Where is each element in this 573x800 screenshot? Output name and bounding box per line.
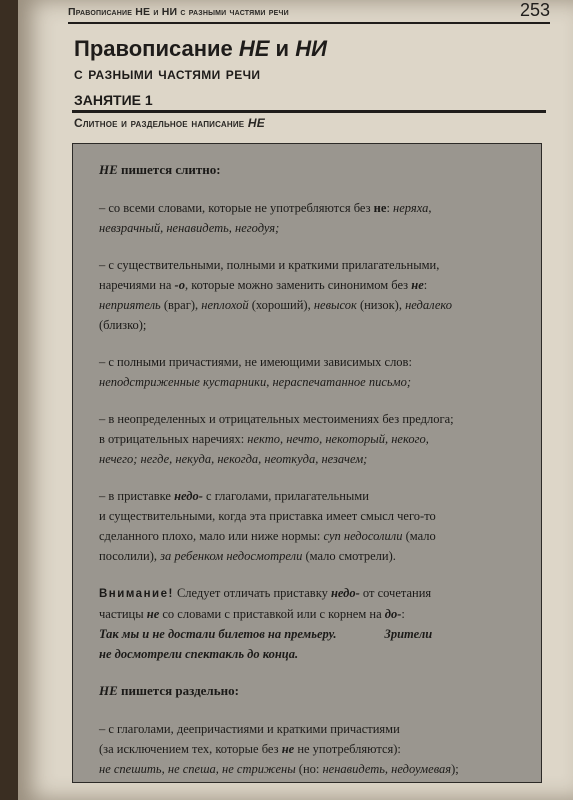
running-header-title: Правописание НЕ и НИ с разными частями речи (68, 6, 289, 18)
warning-line1 (99, 583, 523, 604)
example: неплохой (201, 298, 249, 312)
text: (мало смотрели). (302, 549, 396, 563)
rule-item-4-line1: – в неопределенных и отрицательных местоимениях без предлога; (99, 412, 454, 426)
rule-item-2-line3 (99, 295, 523, 315)
rule-item-6 (99, 719, 523, 779)
title-ne: НЕ (238, 36, 270, 61)
rule-item-4 (99, 409, 523, 469)
warning-line4: не досмотрели спектакль до конца. (99, 647, 299, 661)
example: суп недосолили (323, 529, 403, 543)
rule-item-5-line4 (99, 546, 523, 566)
prefix-nedo: недо- (330, 586, 360, 600)
text: в отрицательных наречиях: (99, 432, 248, 446)
rule-item-2-line2 (99, 275, 523, 295)
warning-label: Внимание! (99, 588, 174, 600)
page-number: 253 (519, 0, 550, 20)
rule-item-1 (99, 198, 523, 238)
prefix-nedo: недо- (174, 489, 203, 503)
text: , которые можно заменить синонимом без (184, 278, 412, 292)
rule-item-2 (99, 255, 523, 335)
text: ); (451, 762, 459, 776)
chapter-title (74, 36, 544, 86)
heading2-rest: пишется раздельно: (117, 683, 239, 698)
heading1-rest: пишется слитно: (117, 162, 221, 177)
example: неприятель (99, 298, 161, 312)
rule-item-6-line2 (99, 739, 523, 759)
text: (но: (295, 762, 323, 776)
text: (за исключением тех, которые без (99, 742, 282, 756)
text: : (401, 607, 405, 621)
lesson-subtitle-text: Слитное и раздельное написание (74, 116, 248, 130)
warning-example-1: Так мы и не достали билетов на премьеру. (99, 627, 337, 641)
title-ni: НИ (295, 36, 327, 61)
example: не спешить, не спеша, не стрижены (99, 762, 296, 776)
rule-item-5-line2: и существительными, когда эта приставка имеет смысл чего-то (99, 509, 436, 523)
warning-example-2-start: Зрители (384, 627, 433, 641)
synonym: (враг), (160, 298, 202, 312)
suffix-o: -о (174, 278, 185, 292)
rule-item-6-line1: – с глаголами, деепричастиями и краткими причастиями (99, 722, 400, 736)
prefix-do: до- (384, 607, 402, 621)
chapter-title-line2: с разными частями речи (74, 64, 261, 83)
text: – в приставке (99, 489, 175, 503)
warning-line2 (99, 604, 523, 624)
rule-item-5 (99, 486, 523, 566)
warning-note (99, 583, 523, 664)
heading1-ne: НЕ (99, 162, 118, 177)
synonym: (низок), (356, 298, 406, 312)
chapter-title-line1 (74, 36, 544, 62)
title-and: и (269, 36, 296, 61)
rule-item-4-line2 (99, 429, 523, 449)
example: ненавидеть, недоумевая (322, 762, 452, 776)
example: некто, нечто, некоторый, некого, (247, 432, 429, 446)
text: со словами с приставкой или с корнем на (159, 607, 385, 621)
example: недалеко (405, 298, 453, 312)
rule-item-5-line1 (99, 486, 523, 506)
example: неряха, (393, 201, 432, 215)
lesson-rule-divider (72, 110, 546, 113)
text: – со всеми словами, которые не употребляются без (99, 201, 374, 215)
rule-item-1-line1 (99, 198, 523, 218)
heading-written-separately (99, 681, 523, 701)
text: сделанного плохо, мало или ниже нормы: (99, 529, 324, 543)
text: не употребляются): (294, 742, 401, 756)
example: за ребенком недосмотрели (160, 549, 303, 563)
text: : (386, 201, 394, 215)
warning-line3 (99, 624, 523, 644)
text: от сочетания (359, 586, 432, 600)
rule-box (72, 143, 542, 783)
lesson-subtitle (74, 116, 265, 130)
bold-ne: не (373, 201, 387, 215)
book-page (18, 0, 573, 800)
lesson-subtitle-ne: НЕ (247, 116, 265, 130)
text: частицы (99, 607, 147, 621)
rule-item-3 (99, 352, 523, 392)
example: невысок (313, 298, 357, 312)
title-prefix: Правописание (74, 36, 239, 61)
text: (мало (402, 529, 436, 543)
rule-item-4-line3: нечего; негде, некуда, некогда, неоткуда, незачем; (99, 452, 368, 466)
rule-item-6-line3 (99, 759, 523, 779)
rule-item-3-line1: – с полными причастиями, не имеющими зависимых слов: (99, 355, 412, 369)
bold-ne: не (146, 607, 160, 621)
lesson-heading: ЗАНЯТИЕ 1 (74, 92, 153, 108)
rule-item-1-line2: невзрачный, ненавидеть, негодуя; (99, 221, 280, 235)
rule-item-5-line3 (99, 526, 523, 546)
text: посолили), (99, 549, 161, 563)
bold-ne: не (411, 278, 424, 292)
rule-item-2-line4: (близко); (99, 318, 147, 332)
text: : (423, 278, 428, 292)
heading2-ne: НЕ (99, 683, 118, 698)
text: с глаголами, прилагательными (202, 489, 369, 503)
running-header (68, 0, 550, 24)
bold-ne: не (281, 742, 295, 756)
text: наречиями на (99, 278, 175, 292)
synonym: (хороший), (248, 298, 314, 312)
rule-item-3-line2: неподстриженные кустарники, нераспечатанное письмо; (99, 375, 411, 389)
text: Следует отличать приставку (173, 586, 331, 600)
rule-item-2-line1: – с существительными, полными и краткими прилагательными, (99, 258, 440, 272)
heading-written-together (99, 160, 523, 180)
